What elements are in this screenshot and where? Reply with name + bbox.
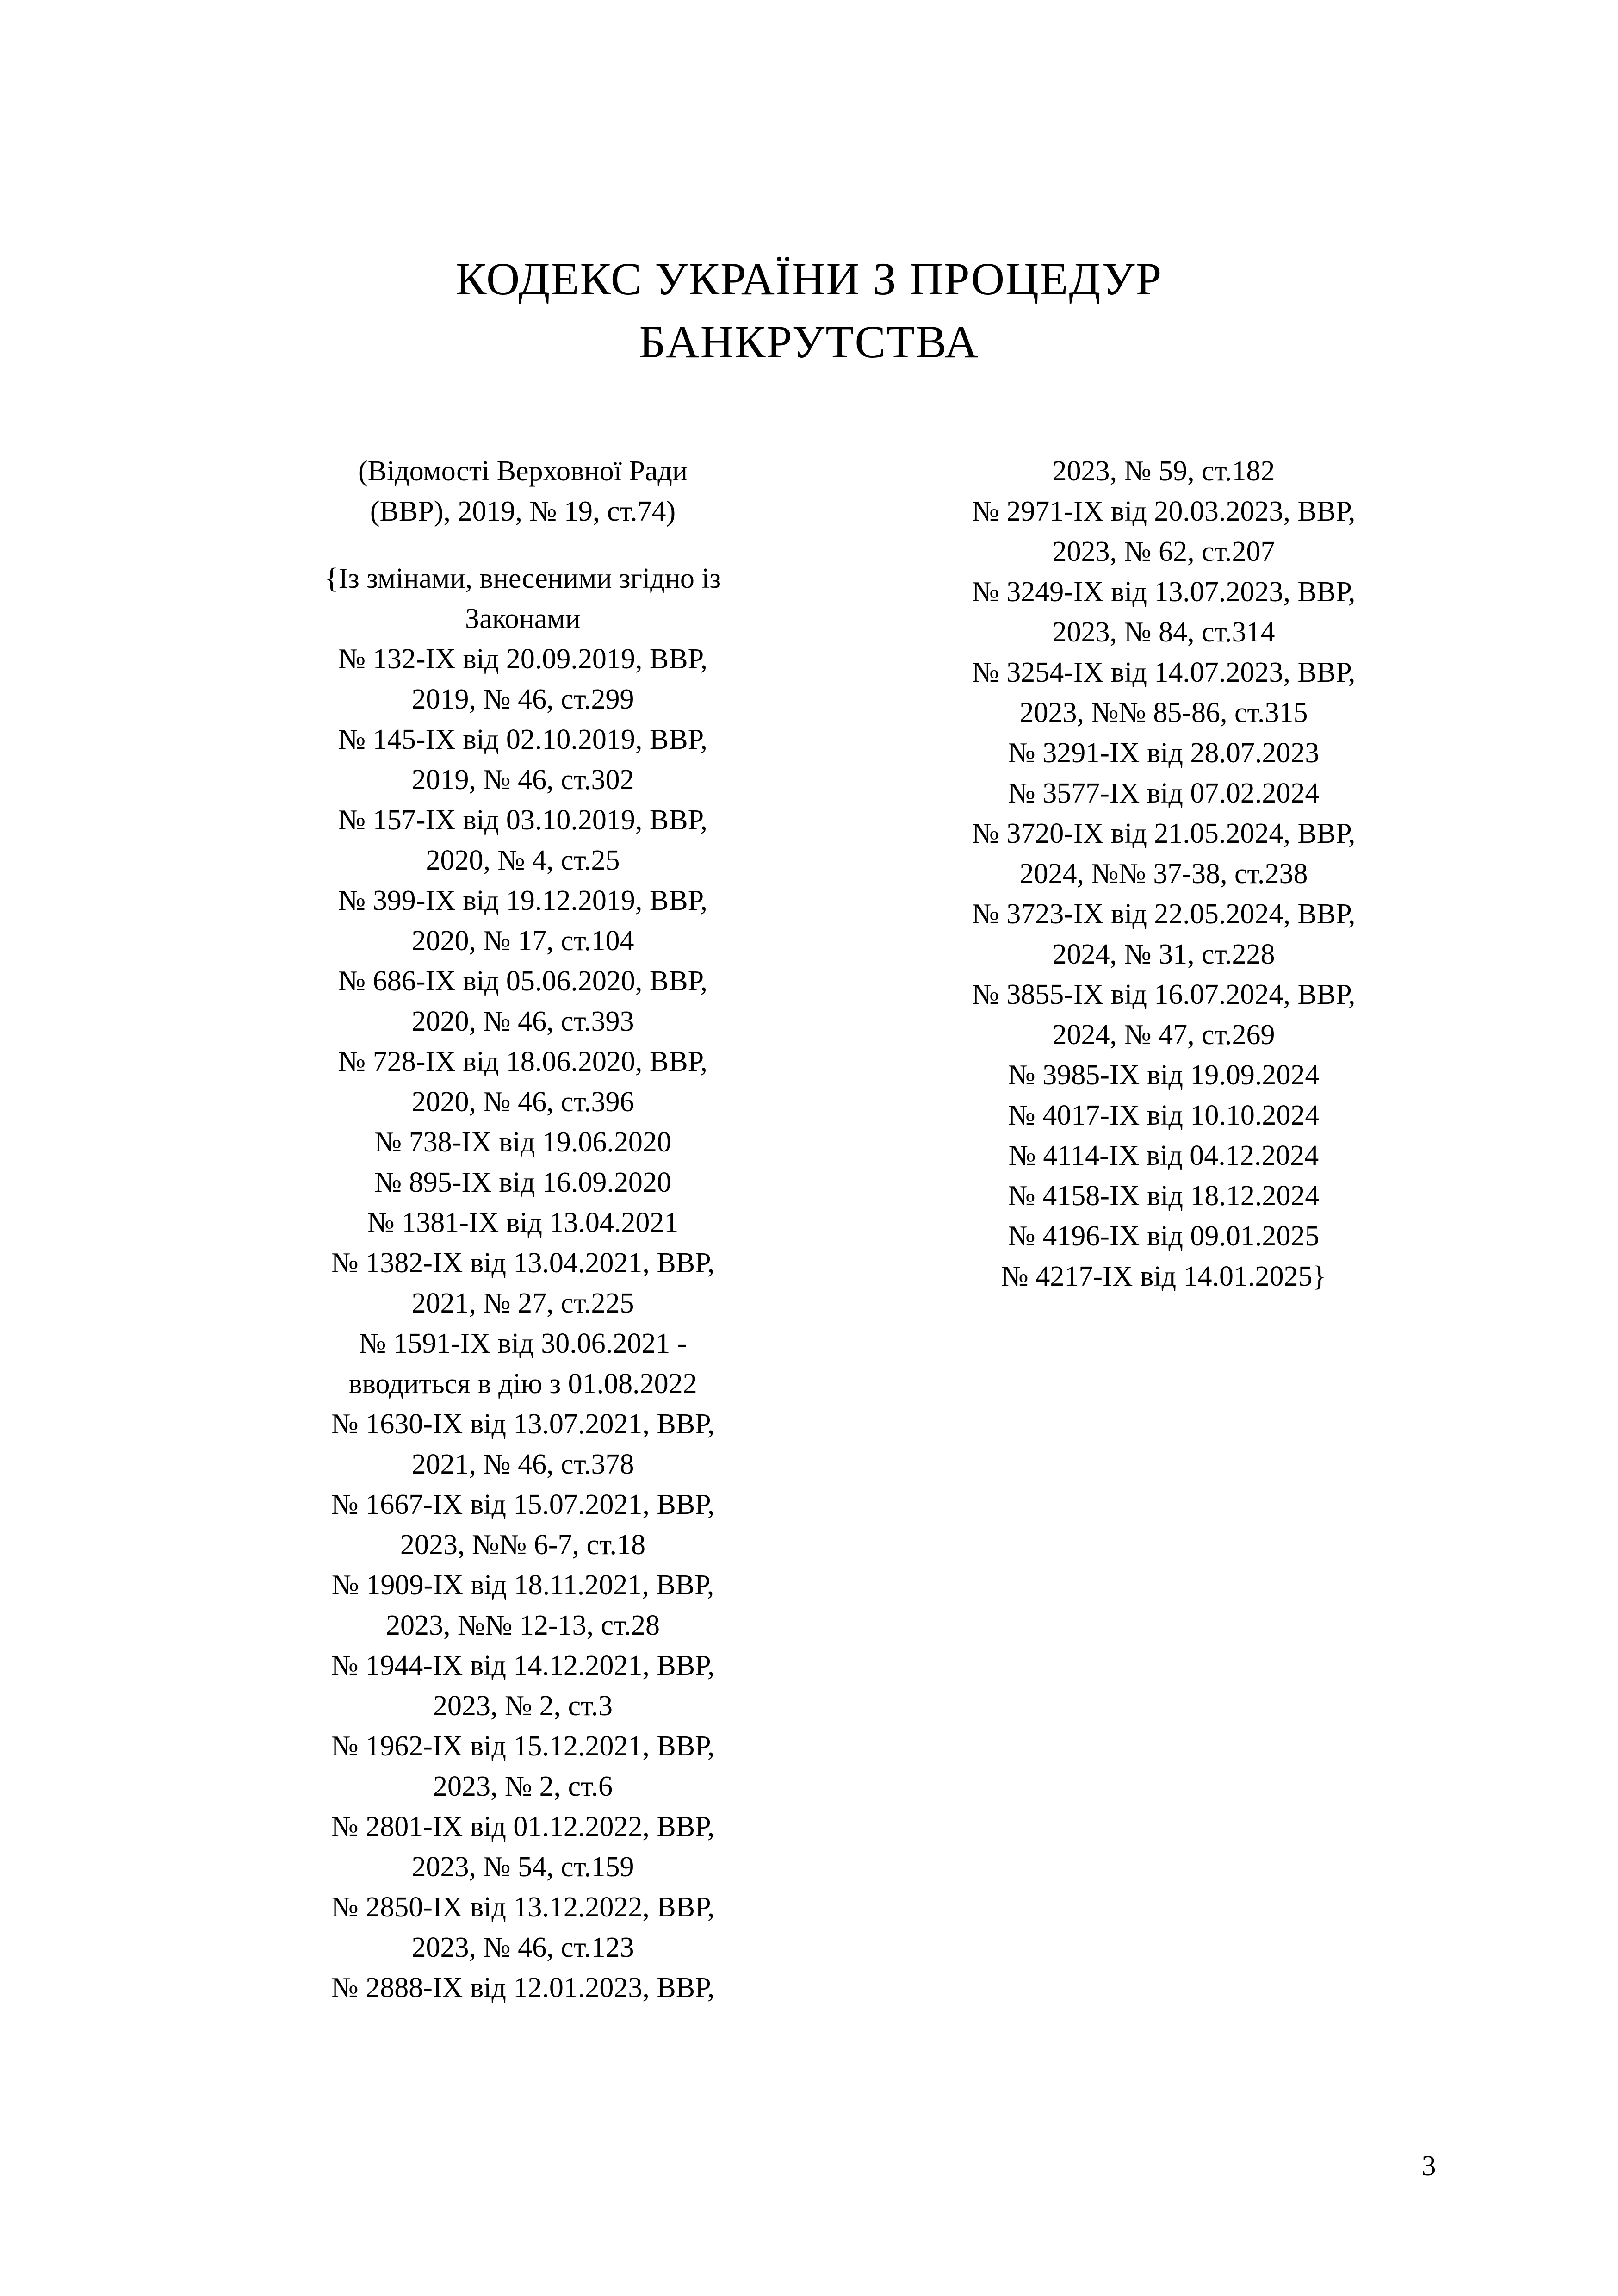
text-line: № 4158-IX від 18.12.2024 — [1008, 1180, 1320, 1212]
text-line: № 2888-IX від 12.01.2023, ВВР, — [331, 1972, 715, 2004]
text-line: 2019, № 46, ст.302 — [411, 764, 634, 796]
text-line: 2023, №№ 85-86, ст.315 — [1019, 697, 1308, 728]
text-line: № 3720-IX від 21.05.2024, ВВР, — [972, 818, 1356, 849]
amendments-paragraph — [199, 559, 847, 2008]
right-column — [840, 451, 1488, 1297]
text-line: № 157-IX від 03.10.2019, ВВР, — [338, 804, 707, 836]
text-line: № 1909-IX від 18.11.2021, ВВР, — [331, 1569, 714, 1601]
text-line: № 3723-IX від 22.05.2024, ВВР, — [972, 898, 1356, 930]
text-line: 2023, № 54, ст.159 — [411, 1851, 634, 1883]
amendments-paragraph-continued — [840, 451, 1488, 1297]
text-line: № 1382-IX від 13.04.2021, ВВР, — [331, 1247, 715, 1279]
text-line: 2023, № 46, ст.123 — [411, 1932, 634, 1963]
text-line: № 3855-IX від 16.07.2024, ВВР, — [972, 979, 1356, 1010]
text-line: № 4196-IX від 09.01.2025 — [1008, 1220, 1320, 1252]
text-line: № 1667-IX від 15.07.2021, ВВР, — [331, 1489, 715, 1520]
text-line: № 2850-IX від 13.12.2022, ВВР, — [331, 1892, 715, 1923]
text-line: 2023, № 59, ст.182 — [1052, 455, 1275, 487]
text-line: № 1962-IX від 15.12.2021, ВВР, — [331, 1730, 715, 1762]
text-line: № 132-IX від 20.09.2019, ВВР, — [338, 643, 707, 675]
text-line: (Відомості Верховної Ради — [358, 455, 688, 487]
text-line: 2024, № 47, ст.269 — [1052, 1019, 1275, 1051]
text-line: 2023, № 2, ст.6 — [433, 1771, 613, 1802]
text-line: 2023, № 84, ст.314 — [1052, 616, 1275, 648]
text-line: 2023, № 2, ст.3 — [433, 1690, 613, 1722]
text-line: 2021, № 46, ст.378 — [411, 1449, 634, 1480]
text-line: 2020, № 46, ст.396 — [411, 1086, 634, 1118]
text-line: № 4114-IX від 04.12.2024 — [1008, 1140, 1319, 1171]
text-line: 2021, № 27, ст.225 — [411, 1288, 634, 1319]
text-line: № 738-IX від 19.06.2020 — [374, 1126, 671, 1158]
text-line: № 1591-IX від 30.06.2021 - — [359, 1328, 687, 1359]
text-line: 2023, № 62, ст.207 — [1052, 536, 1275, 567]
text-line: № 4217-IX від 14.01.2025} — [1001, 1261, 1327, 1292]
text-line: 2020, № 17, ст.104 — [411, 925, 634, 957]
text-line: (ВВР), 2019, № 19, ст.74) — [370, 496, 676, 527]
text-line: № 3577-IX від 07.02.2024 — [1008, 778, 1320, 809]
text-line: 2024, №№ 37-38, ст.238 — [1019, 858, 1308, 890]
text-line: № 3985-IX від 19.09.2024 — [1008, 1059, 1320, 1091]
text-line: вводиться в дію з 01.08.2022 — [348, 1368, 697, 1400]
text-line: № 895-IX від 16.09.2020 — [374, 1167, 671, 1198]
text-line: № 686-IX від 05.06.2020, ВВР, — [338, 965, 707, 997]
text-line: № 4017-IX від 10.10.2024 — [1008, 1100, 1320, 1131]
page-number: 3 — [1421, 2150, 1436, 2182]
text-line: № 3254-IX від 14.07.2023, ВВР, — [972, 657, 1356, 688]
text-line: 2020, № 4, ст.25 — [426, 845, 620, 876]
text-line: 2023, №№ 12-13, ст.28 — [386, 1610, 660, 1641]
text-line: Законами — [465, 603, 581, 635]
text-line: 2019, № 46, ст.299 — [411, 684, 634, 715]
source-reference-paragraph — [199, 451, 847, 532]
left-column — [199, 451, 847, 2008]
text-line: № 3291-IX від 28.07.2023 — [1008, 737, 1320, 769]
page-title — [0, 248, 1618, 373]
text-line: 2023, №№ 6-7, ст.18 — [400, 1529, 645, 1561]
text-line: № 399-IX від 19.12.2019, ВВР, — [338, 885, 707, 916]
text-line: 2024, № 31, ст.228 — [1052, 939, 1275, 970]
text-line: № 2801-IX від 01.12.2022, ВВР, — [331, 1811, 715, 1842]
text-line: № 3249-IX від 13.07.2023, ВВР, — [972, 576, 1356, 608]
text-line: № 1630-IX від 13.07.2021, ВВР, — [331, 1408, 715, 1440]
title-line-1: КОДЕКС УКРАЇНИ З ПРОЦЕДУР — [455, 253, 1163, 305]
text-line: № 145-IX від 02.10.2019, ВВР, — [338, 724, 707, 755]
text-line: № 1381-IX від 13.04.2021 — [367, 1207, 679, 1238]
text-line: 2020, № 46, ст.393 — [411, 1006, 634, 1037]
text-line: № 728-IX від 18.06.2020, ВВР, — [338, 1046, 707, 1077]
text-line: № 1944-IX від 14.12.2021, ВВР, — [331, 1650, 715, 1681]
text-line: № 2971-IX від 20.03.2023, ВВР, — [972, 496, 1356, 527]
text-line: {Із змінами, внесеними згідно із — [324, 563, 721, 594]
title-line-2: БАНКРУТСТВА — [639, 316, 979, 367]
